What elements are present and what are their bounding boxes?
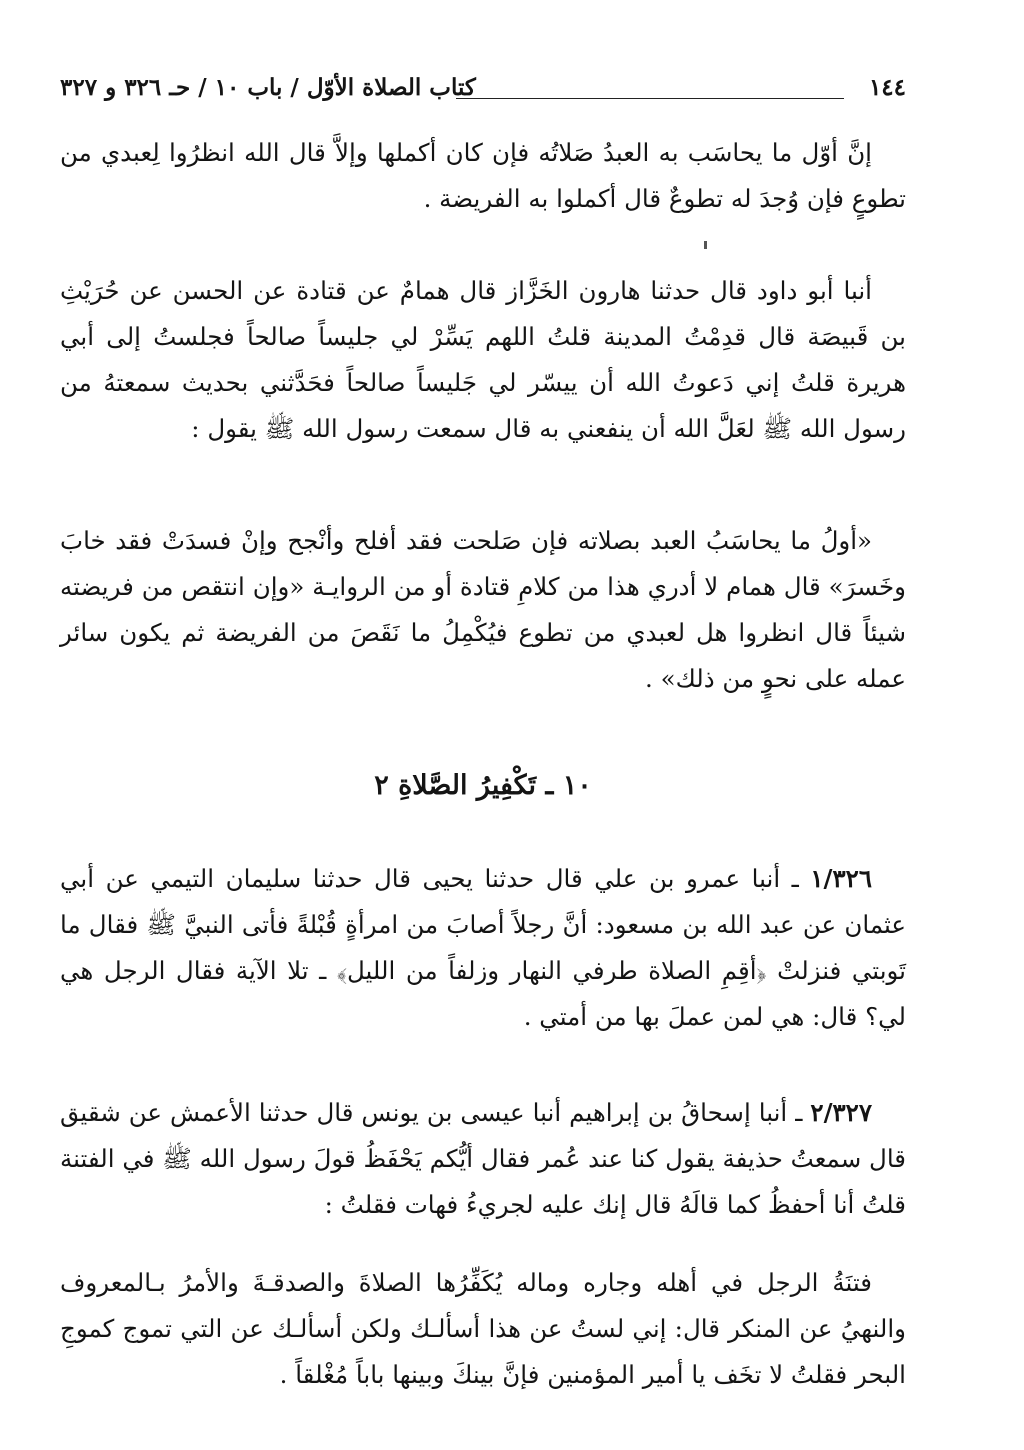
print-speck (704, 241, 707, 249)
hadith-326-number: ١/٣٢٦ (810, 864, 872, 893)
hadith-327-text: ـ أنبا إسحاقُ بن إبراهيم أنبا عيسى بن يونس قال حدثنا الأعمش عن شقيق قال سمعتُ حذيفة يقول كنا عند عُمر فقال أيُّكم يَحْفَظُ قولَ رسول الله ﷺ في الفتنة قلتُ أنا أحفظُ كما قالَهُ قال إنك عليه لجريءُ فهات فقلتُ : (59, 1098, 906, 1219)
page-number: ١٤٤ (868, 74, 906, 101)
header-rule (456, 98, 844, 99)
hadith-327-continuation: فتنَةُ الرجل في أهله وجاره وماله يُكَفِّرُها الصلاةَ والصدقـةَ والأمرُ بـالمعروف والنهيُ عن المنكر قال: إني لستُ عن هذا أسألـك ولكن أسألـك عن التي تموج كموجِ البحر فقلتُ لا تخَف يا أمير المؤمنين فإنَّ بينكَ وبينها باباً مُغْلقاً . (60, 1268, 906, 1389)
running-title: كتاب الصلاة الأوّل / باب ١٠ / حـ ٣٢٦ و ٣٢٧ (60, 74, 476, 101)
hadith-327 (60, 1090, 906, 1228)
paragraph-2: أنبا أبو داود قال حدثنا هارون الخَزَّاز قال همامٌ عن قتادة عن الحسن عن حُرَيْثِ بن قَبيصَة قال قدِمْتُ المدينة قلتُ اللهم يَسِّرْ لي جليساً صالحاً فجلستُ إلى أبي هريرة قلتُ إني دَعوتُ الله أن ييسّر لي جَليساً صالحاً فحَدَّثني بحديث سمعتهُ من رسول الله ﷺ لعَلَّ الله أن ينفعني به قال سمعت رسول الله ﷺ يقول : (60, 276, 906, 443)
hadith-327-number: ٢/٣٢٧ (810, 1098, 872, 1127)
paragraph-1: إنَّ أوّل ما يحاسَب به العبدُ صَلاتُه فإن كان أكملها وإلاَّ قال الله انظرُوا لِعبدي من تطوعٍ فإن وُجدَ له تطوعٌ قال أكملوا به الفريضة . (60, 138, 906, 213)
running-header (60, 74, 906, 114)
section-heading: ١٠ ـ تَكْفِيرُ الصَّلاةِ ٢ (374, 770, 592, 801)
paragraph-3: «أولُ ما يحاسَبُ العبد بصلاته فإن صَلحت فقد أفلح وأنْجح وإنْ فسدَتْ فقد خابَ وخَسرَ» قال همام لا أدري هذا من كلامِ قتادة أو من الروايـة «وإن انتقص من فريضته شيئاً قال انظروا هل لعبدي من تطوع فيُكْمِلُ ما نَقَصَ من الفريضة ثم يكون سائر عمله على نحوٍ من ذلك» . (60, 526, 906, 693)
hadith-326 (60, 856, 906, 1040)
hadith-326-text: ـ أنبا عمرو بن علي قال حدثنا يحيى قال حدثنا سليمان التيمي عن أبي عثمان عن عبد الله بن مسعود: أنَّ رجلاً أصابَ من امرأةٍ قُبْلةً فأتى النبيَّ ﷺ فقال ما تَوبتي فنزلتْ ﴿أقِمِ الصلاة طرفي النهار وزلفاً من الليل﴾ ـ تلا الآية فقال الرجل هي لي؟ قال: هي لمن عملَ بها من أمتي . (60, 864, 906, 1031)
